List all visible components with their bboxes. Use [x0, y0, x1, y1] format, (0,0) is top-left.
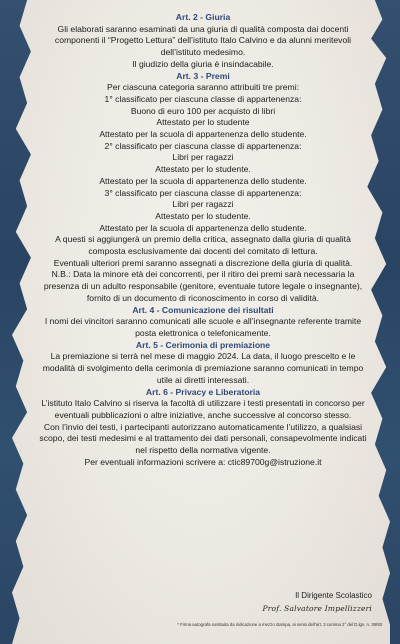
art3-line: 1° classificato per ciascuna classe di appartenenza:	[104, 93, 302, 104]
art3-line: Attestato per lo studente.	[155, 210, 251, 221]
art3-line: Attestato per lo studente.	[155, 164, 251, 175]
art6-line: Per eventuali informazioni scrivere a: ctic89700g@istruzione.it	[84, 456, 322, 467]
art5-line: La premiazione si terrà nel mese di maggio 2024. La data, il luogo prescelto e le	[50, 351, 356, 362]
art2-line: componenti il “Progetto Lettura” dell’istituto Italo Calvino e da alunni meritevoli	[54, 35, 352, 46]
section-art3	[30, 71, 376, 305]
section-art5	[30, 340, 376, 387]
art3-line: presenza di un adulto responsabile (genitore, eventuale tutore legale o insegnante),	[43, 281, 363, 292]
section-art2	[30, 12, 376, 71]
art3-line: 3° classificato per ciascuna classe di appartenenza:	[104, 187, 302, 198]
art6-line: eventuali pubblicazioni o altre iniziative, anche successive al concorso stesso.	[54, 409, 352, 420]
art2-line: Gli elaborati saranno esaminati da una giuria di qualità composta dai docenti	[57, 23, 349, 34]
art3-line: 2° classificato per ciascuna classe di appartenenza:	[104, 140, 302, 151]
art2-line: dell’istituto medesimo.	[160, 47, 246, 58]
art5-line: modalità di svolgimento della cerimonia di premiazione saranno comunicati in tempo	[42, 363, 364, 374]
art6-line: Con l’invio dei testi, i partecipanti autorizzano automaticamente l’utilizzo, a qualsiasi	[43, 421, 363, 432]
art3-line: Attestato per la scuola di appartenenza dello studente.	[99, 175, 307, 186]
signature-name: Prof. Salvatore Impellizzeri	[262, 604, 372, 613]
art4-line: posta elettronica o telefonicamente.	[135, 327, 271, 338]
art6-line: nel rispetto della normativa vigente.	[135, 445, 271, 456]
art3-line: A questi si aggiungerà un premio della critica, assegnato dalla giuria di qualità	[55, 234, 351, 245]
art3-line: composta esclusivamente dai docenti del comitato di lettura.	[88, 246, 318, 257]
art5-title: Art. 5 - Cerimonia di premiazione	[135, 339, 271, 350]
art3-line: N.B.: Data la minore età dei concorrenti, per il ritiro dei premi sarà necessaria la	[51, 269, 355, 280]
art6-title: Art. 6 - Privacy e Liberatoria	[145, 386, 261, 397]
art6-line: L’istituto Italo Calvino si riserva la facoltà di utilizzare i testi presentati in concorso per	[41, 398, 365, 409]
art2-title: Art. 2 - Giuria	[175, 12, 231, 22]
art5-line: utile ai diretti interessati.	[156, 374, 250, 385]
art3-line: Per ciascuna categoria saranno attribuiti tre premi:	[106, 82, 300, 93]
signature-title: Il Dirigente Scolastico	[295, 591, 372, 600]
art4-title: Art. 4 - Comunicazione dei risultati	[132, 304, 274, 315]
art3-line: Attestato per la scuola di appartenenza dello studente.	[99, 222, 307, 233]
art3-line: Attestato per la scuola di appartenenza dello studente.	[99, 129, 307, 140]
art3-line: fornito di un documento di riconoscimento in corso di validità.	[86, 292, 320, 303]
art3-line: Buono di euro 100 per acquisto di libri	[130, 105, 276, 116]
art3-line: Attestato per lo studente	[156, 117, 250, 128]
section-art4	[30, 305, 376, 340]
art2-line: Il giudizio della giuria è insindacabile.	[132, 58, 274, 69]
section-art6	[30, 387, 376, 469]
art4-line: I nomi dei vincitori saranno comunicati alle scuole e all’insegnante referente tramite	[44, 316, 362, 327]
footnote: * Firma autografa sostituita da indicazione a mezzo stampa, ai sensi dell’art. 3 comma 2° del D.lgs. n. 39/93	[177, 622, 382, 627]
art3-line: Libri per ragazzi	[172, 152, 234, 163]
art3-line: Eventuali ulteriori premi saranno assegnati a discrezione della giuria di qualità.	[53, 257, 353, 268]
art3-title: Art. 3 - Premi	[176, 70, 230, 81]
regulation-body	[30, 12, 376, 468]
art3-line: Libri per ragazzi	[172, 199, 234, 210]
art6-line: scopo, dei testi medesimi e al trattamento dei dati personali, consapevolmente indicati	[39, 433, 367, 444]
